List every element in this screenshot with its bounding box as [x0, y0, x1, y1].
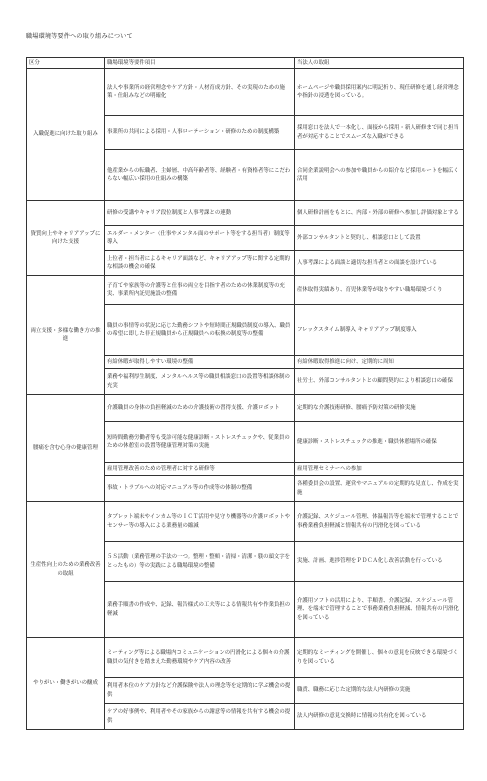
action-cell: 雇用管理セミナーへの参加 [295, 463, 464, 476]
action-cell: 職責、職務に応じた定期的な法人内研修の実施 [295, 678, 464, 704]
item-cell: ミーティング等による職場内コミュニケーションの円滑化による個々の介護職員の気付きを踏まえた勤務環境やケア内容の改善 [105, 638, 295, 678]
action-cell: 合同企業説明会への参加や職員からの紹介など採用ルートを幅広く活用 [295, 150, 464, 201]
category-cell: 両立支援・多様な働き方の推進 [27, 276, 105, 395]
item-cell: 雇用管理改善のための管理者に対する研修等 [105, 463, 295, 476]
category-cell: 資質向上やキャリアアップに向けた支援 [27, 201, 105, 276]
item-cell: ５Ｓ活動（業務管理の手法の一つ。整理・整頓・清掃・清潔・躾の頭文字をとったもの）等の実践による職場環境の整備 [105, 542, 295, 582]
action-cell: 有給休暇取得推進に向け、定期的に周知 [295, 356, 464, 369]
action-cell: 定期的なミーティングを開催し、個々の意見を反映できる環境づくりを図っている [295, 638, 464, 678]
document-title: 職場環境等要件への取り組みについて [26, 33, 133, 40]
table-header-row [27, 58, 464, 69]
header-category: 区分 [27, 58, 105, 69]
item-cell: 事故・トラブルへの対応マニュアル等の作成等の体制の整備 [105, 476, 295, 502]
item-cell: 他産業からの転職者、主婦層、中高年齢者等、経験者・有資格者等にこだわらない幅広い採用の仕組みの構築 [105, 150, 295, 201]
category-cell: 腰痛を含む心身の健康管理 [27, 395, 105, 502]
item-cell: 業務や福利厚生制度、メンタルヘルス等の職員相談窓口の設置等相談体制の充実 [105, 369, 295, 395]
table-row [27, 395, 464, 422]
item-cell: ケアの好事例や、利用者やその家族からの謝意等の情報を共有する機会の提供 [105, 704, 295, 730]
category-cell: やりがい・働きがいの醸成 [27, 638, 105, 730]
table-row [27, 69, 464, 116]
table-row [27, 276, 464, 305]
table-row [27, 502, 464, 542]
item-cell: 有給休暇が取得しやすい環境の整備 [105, 356, 295, 369]
item-cell: 利用者本位のケア方針など介護保険や法人の理念等を定期的に学ぶ機会の提供 [105, 678, 295, 704]
action-cell: 社労士、外部コンサルタントとの顧問契約により相談窓口の確保 [295, 369, 464, 395]
item-cell: エルダー・メンター（仕事やメンタル面のサポート等をする担当者）制度等導入 [105, 226, 295, 251]
action-cell: 健康診断・ストレスチェックの推進・職員休憩場所の確保 [295, 422, 464, 463]
item-cell: 子育てや家族等の介護等と仕事の両立を目指す者のための休業制度等の充実、事業所内託児施設の整備 [105, 276, 295, 305]
category-cell: 生産性向上のための業務改善の取組 [27, 502, 105, 638]
action-cell: 個人研修計画をもとに、内部・外部の研修へ参加し評価対象とする [295, 201, 464, 226]
category-cell: 入職促進に向けた取り組み [27, 69, 105, 201]
item-cell: 法人や事業所の経営理念やケア方針・人材育成方針、その実現のための施策・仕組みなどの明確化 [105, 69, 295, 116]
action-cell: 介護記録、スケジュール管理、体温報告等を端末で管理することで事務業務負担軽減と情報共有の円滑化を図っている [295, 502, 464, 542]
action-cell: 外部コンサルタントと契約し、相談窓口として設置 [295, 226, 464, 251]
action-cell: 人事考課による面談と適切な担当者との面談を設けている [295, 251, 464, 276]
action-cell: 産休取得実績あり、育児休業等が取りやすい職場環境づくり [295, 276, 464, 305]
item-cell: 職員の事情等の状況に応じた勤務シフトや短時間正規職員制度の導入、職員の希望に即した非正規職員から正規職員への転換の制度等の整備 [105, 305, 295, 356]
action-cell: 採用窓口を法人で一本化し、面接から採用・新人研修まで同じ担当者が対応することでスムーズな入職ができる [295, 116, 464, 150]
item-cell: 事業所の共同による採用・人事ローテーション・研修のための制度構築 [105, 116, 295, 150]
action-cell: 各種委員会の設置、運営やマニュアルの定期的な見直し、作成を実施 [295, 476, 464, 502]
item-cell: タブレット端末やインカム等のＩＣＴ活用や見守り機器等の介護ロボットやセンサー等の導入による業務量の縮減 [105, 502, 295, 542]
header-action: 当法人の取組 [295, 58, 464, 69]
action-cell: 実施、計画、進捗管理をＰＤＣＡ化し改善活動を行っている [295, 542, 464, 582]
table-row [27, 201, 464, 226]
action-cell: 法人内研修の意見交換時に情報の共有化を図っている [295, 704, 464, 730]
action-cell: 定期的な介護技術研修、腰痛予防対策の研修実施 [295, 395, 464, 422]
item-cell: 介護職員の身体の負担軽減のための介護技術の習得支援、介護ロボット [105, 395, 295, 422]
item-cell: 上位者・担当者によるキャリア面談など、キャリアアップ等に関する定期的な相談の機会の確保 [105, 251, 295, 276]
header-item: 職場環境等要件項目 [105, 58, 295, 69]
item-cell: 短時間勤務労働者等も受診可能な健康診断・ストレスチェックや、従業員のための休憩室の設置等健康管理対策の実施 [105, 422, 295, 463]
action-cell: ホームページや職員採用案内に明記折り、現任研修を通し経営理念や指針の浸透を図っている。 [295, 69, 464, 116]
table-row [27, 638, 464, 678]
requirements-table [26, 57, 464, 730]
action-cell: 介護用ソフトの活用により、手順書、介護記録、スケジュール管理、を端末で管理することで事務業務負担軽減、情報共有の円滑化を図っている [295, 582, 464, 638]
item-cell: 業務手順書の作成や、記録、報告様式の工夫等による情報共有や作業負担の軽減 [105, 582, 295, 638]
item-cell: 研修の受講やキャリア段位制度と人事考課との連動 [105, 201, 295, 226]
action-cell: フレックスタイム制導入 キャリアアップ制度導入 [295, 305, 464, 356]
